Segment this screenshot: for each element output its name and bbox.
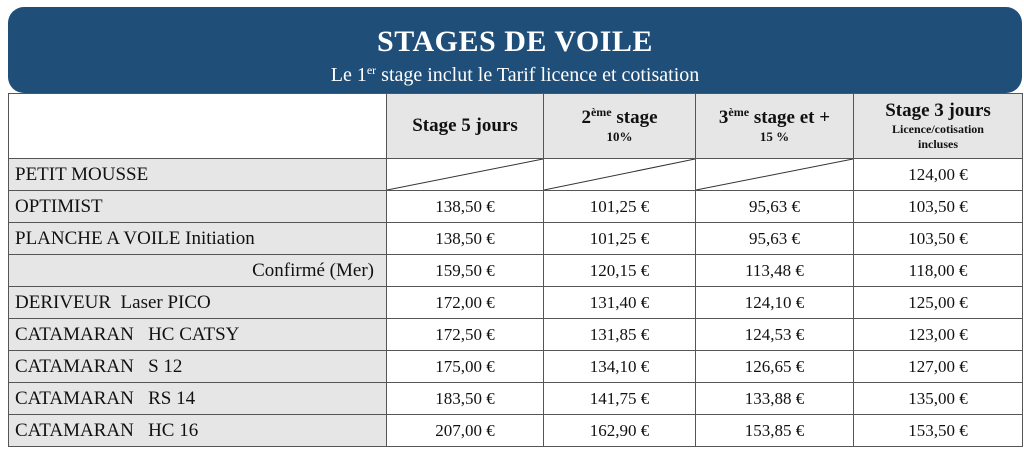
table-row-catamaran-hc16 [9,415,1023,447]
price-cell: 131,85 € [544,319,696,351]
table-row-catamaran-rs14 [9,383,1023,415]
row-label: CATAMARAN RS 14 [9,383,387,415]
price-cell: 138,50 € [387,223,544,255]
subtitle-text-start: Le 1 [330,64,367,86]
column-header-discount: 10% [606,129,633,145]
column-header-note-line-1: Licence/cotisation [892,121,984,136]
price-cell: 153,85 € [696,415,854,447]
table-row-planche-initiation [9,223,1023,255]
table-row-catamaran-hc-catsy [9,319,1023,351]
price-cell: 124,00 € [854,159,1023,191]
page-title: STAGES DE VOILE [377,25,653,58]
column-header-stage-5-jours [387,94,544,159]
column-header-superscript: ème [590,104,612,119]
price-cell: 103,50 € [854,223,1023,255]
header-corner-cell [9,94,387,159]
title-banner [8,7,1022,93]
price-cell: 113,48 € [696,255,854,287]
diagonal-slash-icon [544,159,695,190]
column-header-label: Stage 3 jours [885,100,991,122]
diagonal-slash-icon [696,159,853,190]
column-header-discount: 15 % [759,129,790,145]
row-label: PLANCHE A VOILE Initiation [9,223,387,255]
column-header-number: 3 [718,106,729,128]
price-cell: 101,25 € [544,223,696,255]
empty-cell-crossed [544,159,696,191]
empty-cell-crossed [696,159,854,191]
column-header-label: stage [611,106,658,128]
price-cell: 172,00 € [387,287,544,319]
empty-cell-crossed [387,159,544,191]
price-cell: 183,50 € [387,383,544,415]
diagonal-slash-icon [387,159,543,190]
price-cell: 95,63 € [696,191,854,223]
price-cell: 118,00 € [854,255,1023,287]
price-cell: 126,65 € [696,351,854,383]
row-label: CATAMARAN HC 16 [9,415,387,447]
table-row-petit-mousse [9,159,1023,191]
column-header-superscript: ème [728,104,750,119]
row-label: DERIVEUR Laser PICO [9,287,387,319]
price-cell: 133,88 € [696,383,854,415]
price-cell: 101,25 € [544,191,696,223]
price-cell: 207,00 € [387,415,544,447]
price-cell: 138,50 € [387,191,544,223]
page-subtitle [8,65,1022,85]
column-header-note-line-2: incluses [917,136,958,151]
column-header-2eme-stage [544,94,696,159]
row-label: CATAMARAN S 12 [9,351,387,383]
price-cell: 124,53 € [696,319,854,351]
row-label: PETIT MOUSSE [9,159,387,191]
row-label: Confirmé (Mer) [9,255,387,287]
price-cell: 135,00 € [854,383,1023,415]
subtitle-text-end: stage inclut le Tarif licence et cotisation [376,64,700,86]
column-header-label: Stage 5 jours [412,115,518,137]
price-cell: 159,50 € [387,255,544,287]
column-header-label: stage et + [749,106,831,128]
row-label: OPTIMIST [9,191,387,223]
table-row-catamaran-s12 [9,351,1023,383]
price-cell: 172,50 € [387,319,544,351]
price-cell: 141,75 € [544,383,696,415]
price-cell: 120,15 € [544,255,696,287]
price-cell: 127,00 € [854,351,1023,383]
row-label: CATAMARAN HC CATSY [9,319,387,351]
table-row-deriveur [9,287,1023,319]
price-cell: 162,90 € [544,415,696,447]
price-cell: 103,50 € [854,191,1023,223]
price-cell: 134,10 € [544,351,696,383]
column-header-number: 2 [581,106,591,128]
subtitle-superscript: er [366,63,377,77]
column-header-stage-3-jours [854,94,1023,159]
price-cell: 131,40 € [544,287,696,319]
price-cell: 123,00 € [854,319,1023,351]
price-cell: 124,10 € [696,287,854,319]
price-cell: 175,00 € [387,351,544,383]
price-table [8,93,1023,447]
price-cell: 125,00 € [854,287,1023,319]
price-cell: 95,63 € [696,223,854,255]
table-header-row [9,94,1023,159]
price-cell: 153,50 € [854,415,1023,447]
column-header-3eme-stage [696,94,854,159]
table-row-optimist [9,191,1023,223]
table-row-planche-confirme [9,255,1023,287]
